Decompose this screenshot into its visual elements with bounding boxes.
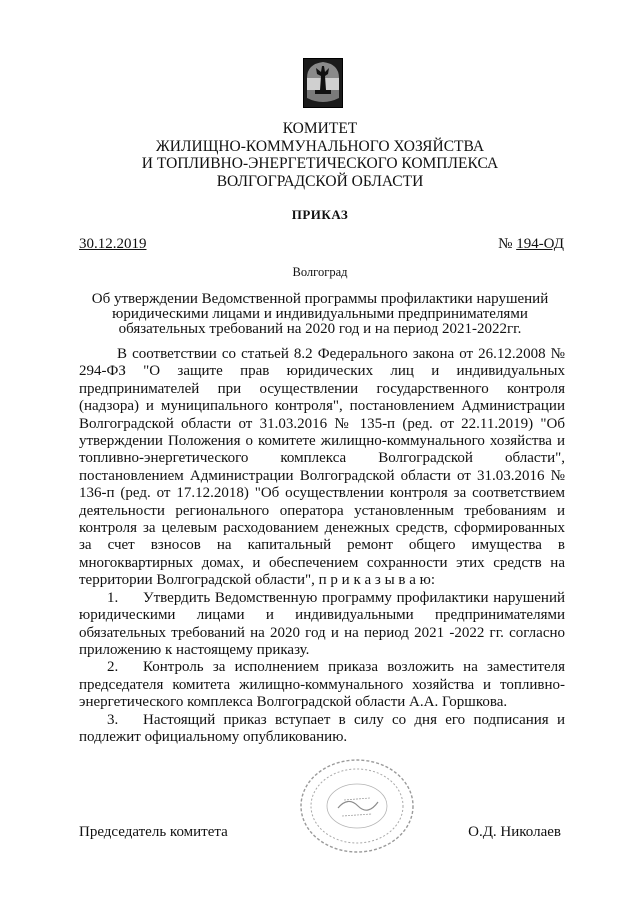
- document-type: ПРИКАЗ: [291, 207, 349, 222]
- preamble-paragraph: [79, 346, 565, 590]
- document-date: 30.12.2019: [79, 236, 147, 252]
- title-line: юридическими лицами и индивидуальными предпринимателями: [112, 306, 528, 322]
- order-item: [79, 590, 565, 660]
- org-line: И ТОПЛИВНО-ЭНЕРГЕТИЧЕСКОГО КОМПЛЕКСА: [141, 155, 499, 172]
- coat-of-arms-icon: [303, 58, 343, 108]
- item-text: Утвердить Ведомственную программу профилактики нарушений юридическими лицами и индивидуальными предпринимателями обязательных требований на 2020 год и на период 2021 -2022 гг. согласно приложению к настоящему приказу.: [79, 589, 565, 658]
- org-line: КОМИТЕТ: [282, 120, 358, 137]
- org-line: ЖИЛИЩНО-КОММУНАЛЬНОГО ХОЗЯЙСТВА: [155, 137, 485, 155]
- order-word: п р и к а з ы в а ю:: [314, 572, 436, 589]
- order-item: [79, 712, 565, 747]
- organization-name: [0, 120, 640, 190]
- org-line: ВОЛГОГРАДСКОЙ ОБЛАСТИ: [216, 172, 424, 190]
- document-city: Волгоград: [292, 265, 348, 279]
- number-value: 194-ОД: [516, 236, 564, 252]
- signer-name: О.Д. Николаев: [468, 824, 561, 840]
- item-number: 3.: [107, 711, 119, 728]
- document-body: [79, 346, 565, 746]
- title-line: обязательных требований на 2020 год и на период 2021-2022гг.: [118, 321, 522, 337]
- item-number: 2.: [107, 659, 119, 676]
- order-item: [79, 659, 565, 711]
- item-text: Настоящий приказ вступает в силу со дня его подписания и подлежит официальному опубликованию.: [79, 711, 565, 745]
- number-prefix: №: [498, 236, 517, 252]
- item-number: 1.: [107, 589, 119, 606]
- preamble-text: В соответствии со статьей 8.2 Федерального закона от 26.12.2008 № 294-ФЗ "О защите прав юридических лиц и индивидуальных предпринимателей при осуществлении государственного контроля (надзора) и муниципального контроля", постановлением Администрации Волгоградской области от 31.03.2016 № 135-п (ред. от 22.11.2019) "Об утверждении Положения о комитете жилищно-коммунального хозяйства и топливно-энергетического комплекса Волгоградской области", постановлением Администрации Волгоградской области от 31.03.2016 № 136-п (ред. от 17.12.2018) "Об осуществлении контроля за соответствием деятельности регионального оператора установленным требованиям и контроля за целевым расходованием денежных средств, сформированных за счет взносов на капитальный ремонт общего имущества в многоквартирных домах, и обеспечением сохранности этих средств на территории Волгоградской области",: [79, 346, 565, 589]
- official-seal-icon: [298, 756, 416, 856]
- signer-position: Председатель комитета: [79, 824, 228, 840]
- title-line: Об утверждении Ведомственной программы профилактики нарушений: [91, 291, 549, 307]
- item-text: Контроль за исполнением приказа возложить на заместителя председателя комитета жилищно-коммунального хозяйства и топливно-энергетического комплекса Волгоградской области А.А. Горшкова.: [79, 659, 565, 711]
- document-number: [498, 236, 564, 253]
- document-title: [60, 292, 580, 337]
